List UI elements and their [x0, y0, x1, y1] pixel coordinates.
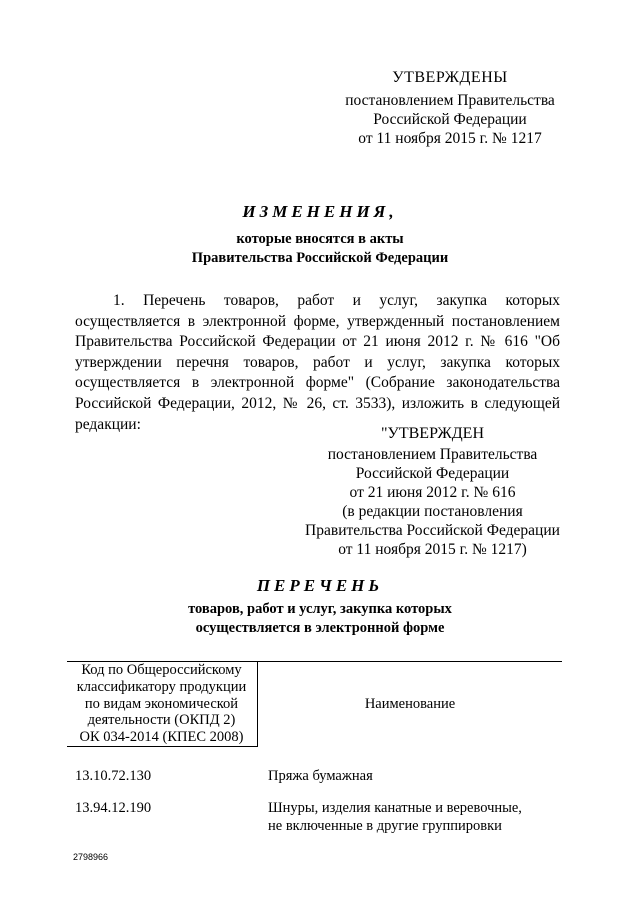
table-header-code-line: деятельности (ОКПД 2)	[87, 712, 236, 729]
list-title: ПЕРЕЧЕНЬ	[256, 576, 384, 595]
approval-line: от 21 июня 2012 г. № 616	[349, 484, 516, 501]
list-subtitle-line: товаров, работ и услуг, закупка которых	[188, 601, 452, 617]
list-subtitle	[0, 600, 640, 638]
table-header-code-line: классификатору продукции	[76, 678, 247, 695]
table-row-name-line: Шнуры, изделия канатные и веревочные,	[268, 800, 522, 816]
approval-line: постановлением Правительства	[345, 92, 555, 109]
paragraph-1-text: 1. Перечень товаров, работ и услуг, закупка которых осуществляется в электронной форме, утвержденный постановлением Правительства Российской Федерации от 21 июня 2012 г. № 616 "Об утверждении перечня товаров, работ и услуг, закупка которых осуществляется в электронной форме" (Собрание законодательства Российской Федерации, 2012, № 26, ст. 3533), изложить в следующей редакции:	[75, 292, 560, 433]
approval-line: от 11 ноября 2015 г. № 1217	[358, 130, 542, 147]
table-row-name-line: не включенные в другие группировки	[268, 817, 502, 834]
approval-line: постановлением Правительства	[327, 446, 538, 463]
approval-line: Российской Федерации	[373, 111, 527, 128]
approval-line: Правительства Российской Федерации	[305, 522, 560, 539]
table-header-name: Наименование	[364, 696, 456, 712]
approval-line: от 11 ноября 2015 г. № 1217)	[338, 541, 527, 558]
table-header-code	[67, 662, 256, 746]
table-header-code-line: по видам экономической	[84, 695, 239, 712]
table-row-name-line: Пряжа бумажная	[268, 768, 373, 784]
table-header-bottom-border	[67, 746, 258, 747]
table-header-code-line: Код по Общероссийскому	[81, 662, 242, 678]
changes-subtitle-line: Правительства Российской Федерации	[191, 250, 449, 266]
table-row-name	[268, 768, 558, 786]
changes-title: ИЗМЕНЕНИЯ,	[242, 202, 398, 221]
table-row-code: 13.10.72.130	[75, 768, 152, 784]
approval-block-top	[330, 68, 570, 148]
changes-subtitle	[0, 230, 640, 268]
approval-line: (в редакции постановления	[342, 503, 523, 520]
approval-heading: УТВЕРЖДЕНЫ	[392, 69, 508, 86]
list-subtitle-line: осуществляется в электронной форме	[195, 620, 445, 636]
approval-block-quoted	[300, 424, 565, 559]
table-header-code-line: ОК 034-2014 (КПЕС 2008)	[79, 729, 244, 746]
approval-heading: "УТВЕРЖДЕН	[381, 425, 484, 442]
document-id: 2798966	[73, 852, 109, 862]
changes-subtitle-line: которые вносятся в акты	[236, 231, 404, 247]
paragraph-1	[75, 291, 560, 435]
table-row-code: 13.94.12.190	[75, 800, 152, 816]
approval-line: Российской Федерации	[355, 465, 510, 482]
table-row-name	[268, 800, 558, 835]
